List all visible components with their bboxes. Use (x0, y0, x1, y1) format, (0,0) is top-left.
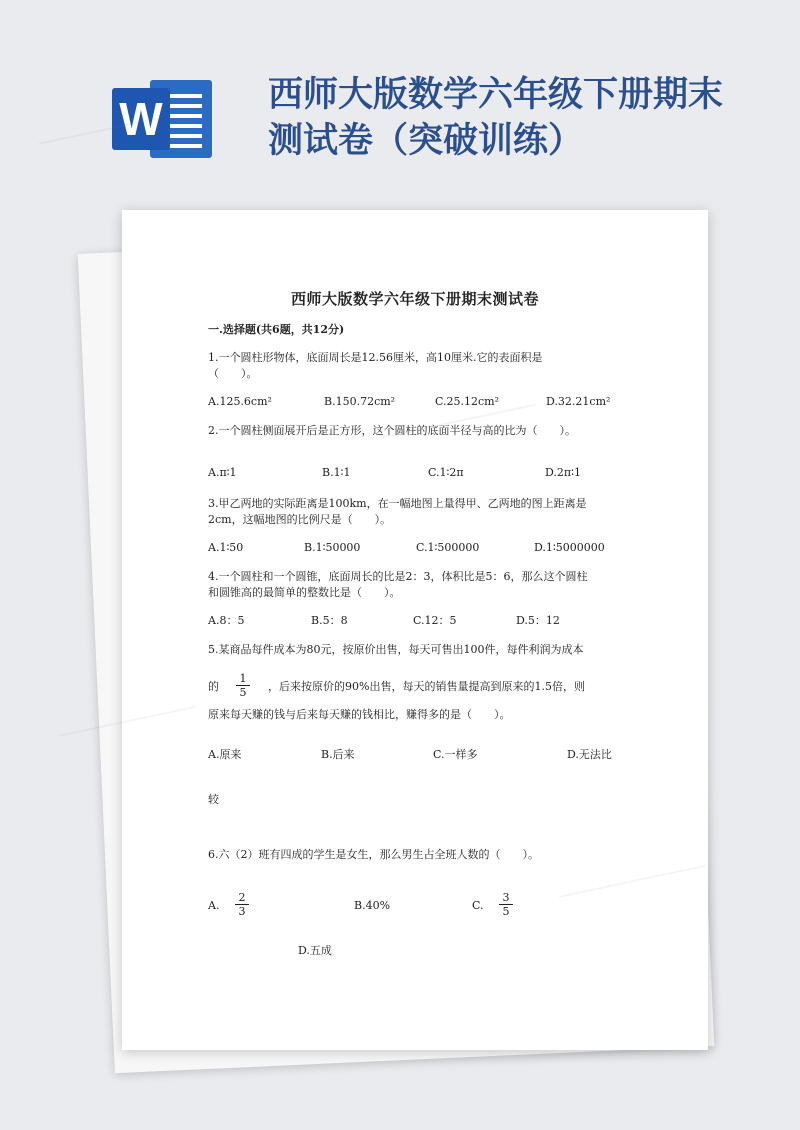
question-4-text-cont: 和圆锥高的最简单的整数比是（ ）。 (208, 586, 401, 599)
question-1-option-c: C.25.12cm² (435, 395, 500, 408)
question-5-option-b: B.后来 (321, 748, 355, 761)
question-1-option-a: A.125.6cm² (208, 395, 272, 408)
question-6-option-b: B.40% (354, 899, 391, 912)
question-5-option-d: D.无法比 (567, 748, 612, 761)
word-letter-icon: W (112, 88, 170, 150)
fraction-numerator: 1 (239, 672, 247, 685)
page-title (268, 72, 724, 164)
section-heading: 一.选择题(共6题，共12分) (208, 323, 345, 336)
question-6-option-a: A. (208, 899, 220, 912)
question-1-option-b: B.150.72cm² (324, 395, 396, 408)
question-4-option-c: C.12：5 (413, 614, 457, 627)
question-1-text: 1.一个圆柱形物体，底面周长是12.56厘米，高10厘米.它的表面积是 (208, 351, 543, 364)
fraction-numerator: 2 (238, 891, 246, 904)
header (0, 0, 800, 200)
page-title-line-2: 测试卷（突破训练） (268, 121, 584, 161)
question-1-text-cont: （ ）。 (208, 367, 258, 380)
question-6-option-c-fraction (499, 891, 513, 918)
question-2-option-a: A.π∶1 (208, 466, 237, 479)
question-3-text-cont: 2cm，这幅地图的比例尺是（ ）。 (208, 513, 392, 526)
question-2-option-b: B.1∶1 (322, 466, 351, 479)
question-4-option-a: A.8：5 (208, 614, 245, 627)
question-4-option-b: B.5：8 (311, 614, 348, 627)
question-2-option-c: C.1∶2π (428, 466, 464, 479)
fraction-denominator: 3 (235, 904, 249, 918)
question-5-fraction (236, 672, 250, 699)
fraction-denominator: 5 (236, 685, 250, 699)
question-3-option-a: A.1∶50 (208, 541, 244, 554)
question-5-text-pre: 的 (208, 680, 219, 693)
question-3-option-b: B.1∶50000 (304, 541, 361, 554)
question-2-text: 2.一个圆柱侧面展开后是正方形，这个圆柱的底面半径与高的比为（ ）。 (208, 424, 576, 437)
word-doc-icon (112, 80, 212, 158)
question-6-text: 6.六（2）班有四成的学生是女生，那么男生占全班人数的（ ）。 (208, 848, 539, 861)
question-4-text: 4.一个圆柱和一个圆锥，底面周长的比是2：3，体积比是5：6，那么这个圆柱 (208, 570, 588, 583)
question-1-option-d: D.32.21cm² (546, 395, 611, 408)
question-5-text-cont: 原来每天赚的钱与后来每天赚的钱相比，赚得多的是（ ）。 (208, 708, 511, 721)
document-title: 西师大版数学六年级下册期末测试卷 (290, 290, 539, 308)
question-4-option-d: D.5：12 (516, 614, 560, 627)
question-6-option-c: C. (472, 899, 484, 912)
question-6-option-d: D.五成 (298, 944, 332, 957)
question-3-option-d: D.1∶5000000 (534, 541, 605, 554)
page-title-line-1: 西师大版数学六年级下册期末 (268, 75, 724, 115)
fraction-denominator: 5 (499, 904, 513, 918)
question-5-option-a: A.原来 (208, 748, 242, 761)
question-5-option-c: C.一样多 (433, 748, 478, 761)
document-page (122, 210, 708, 1050)
question-6-option-a-fraction (235, 891, 249, 918)
question-5-text-post: ，后来按原价的90%出售，每天的销售量提高到原来的1.5倍，则 (268, 680, 585, 693)
question-2-option-d: D.2π∶1 (545, 466, 582, 479)
question-3-text: 3.甲乙两地的实际距离是100km，在一幅地图上量得甲、乙两地的图上距离是 (208, 497, 587, 510)
question-5-text: 5.某商品每件成本为80元，按原价出售，每天可售出100件，每件利润为成本 (208, 643, 584, 656)
fraction-numerator: 3 (502, 891, 510, 904)
question-3-option-c: C.1∶500000 (416, 541, 480, 554)
question-5-option-d-wrap: 较 (208, 793, 219, 806)
